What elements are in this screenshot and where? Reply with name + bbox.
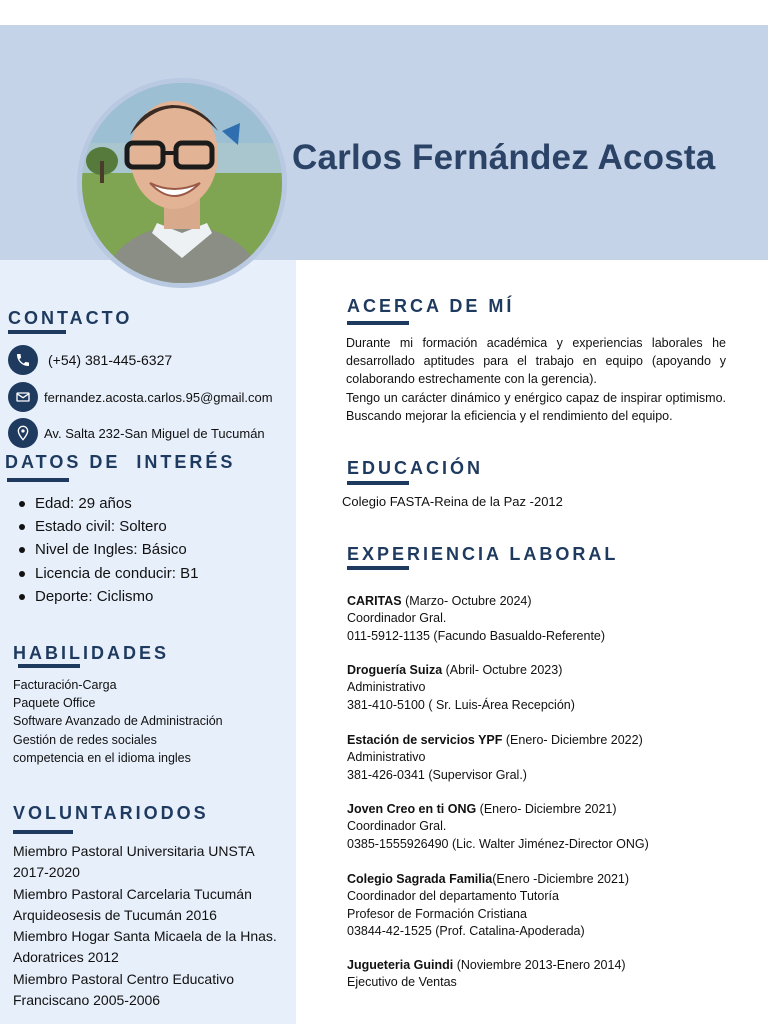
phone-icon	[8, 345, 38, 375]
section-rule	[347, 321, 409, 325]
job-entry	[347, 662, 575, 714]
list-item: Software Avanzado de Administración	[13, 714, 223, 729]
job-entry	[347, 801, 649, 853]
section-rule	[7, 478, 69, 482]
list-item: Miembro Pastoral Carcelaria Tucumán Arquideosesis de Tucumán 2016	[13, 885, 252, 923]
list-item: Gestión de redes sociales	[13, 732, 157, 747]
job-reference: 381-426-0341 (Supervisor Gral.)	[347, 767, 527, 782]
candidate-name: Carlos Fernández Acosta	[292, 138, 716, 177]
section-rule	[347, 481, 409, 485]
location-pin-icon	[8, 418, 38, 448]
job-reference: 011-5912-1135 (Facundo Basualdo-Referente)	[347, 628, 606, 643]
section-title-contact: CONTACTO	[8, 308, 133, 328]
contact-email	[8, 382, 273, 412]
contact-address	[8, 418, 265, 448]
list-item: Nivel de Ingles: Básico	[17, 538, 198, 561]
list-item: Facturación-Carga	[13, 678, 117, 692]
job-role: Coordinador Gral.	[347, 611, 447, 626]
section-title-skills: HABILIDADES	[13, 643, 170, 663]
volunteer-list	[13, 841, 283, 1011]
job-period: (Noviembre 2013-Enero 2014)	[453, 958, 626, 972]
list-item: Estado civil: Soltero	[17, 515, 198, 538]
job-entry	[347, 871, 629, 941]
skills-list	[13, 676, 223, 767]
section-rule	[347, 566, 409, 570]
job-company: Colegio Sagrada Familia	[347, 872, 493, 886]
job-period: (Enero- Diciembre 2022)	[502, 733, 643, 747]
job-company: Jugueteria Guindi	[347, 958, 454, 972]
section-rule	[8, 330, 66, 334]
mail-icon	[8, 382, 38, 412]
section-title-interests: DATOS DE INTERÉS	[5, 452, 236, 472]
list-item: Miembro Pastoral Universitaria UNSTA 2017-2020	[13, 843, 254, 881]
job-role: Coordinador del departamento Tutoría	[347, 889, 559, 904]
list-item: Licencia de conducir: B1	[17, 562, 198, 585]
contact-phone	[8, 345, 172, 375]
job-period: (Enero -Diciembre 2021)	[492, 872, 630, 886]
list-item: Miembro Pastoral Centro Educativo Franciscano 2005-2006	[13, 970, 234, 1009]
job-period: (Marzo- Octubre 2024)	[401, 594, 532, 608]
job-company: Joven Creo en ti ONG	[347, 802, 477, 816]
list-item: competencia en el idioma ingles	[13, 750, 191, 765]
job-role: Ejecutivo de Ventas	[347, 975, 457, 990]
job-entry	[347, 732, 643, 784]
job-role: Coordinador Gral.	[347, 819, 447, 834]
job-role: Administrativo	[347, 750, 426, 765]
email-address[interactable]: fernandez.acosta.carlos.95@gmail.com	[44, 389, 273, 405]
list-item: Miembro Hogar Santa Micaela de la Hnas. Adoratrices 2012	[13, 928, 277, 966]
address-text: Av. Salta 232-San Miguel de Tucumán	[44, 425, 265, 441]
job-period: (Enero- Diciembre 2021)	[476, 802, 617, 816]
job-extra: Profesor de Formación Cristiana	[347, 906, 527, 921]
about-paragraph: Tengo un carácter dinámico y enérgico capaz de inspirar optimismo. Buscando mejorar la eficiencia y el rendimiento del equipo.	[346, 390, 726, 423]
education-item: Colegio FASTA-Reina de la Paz -2012	[342, 494, 563, 509]
section-title-volunteer: VOLUNTARIODOS	[13, 803, 209, 823]
job-company: CARITAS	[347, 594, 402, 608]
job-role: Administrativo	[347, 680, 426, 695]
section-title-experience: EXPERIENCIA LABORAL	[347, 544, 619, 564]
list-item: Deporte: Ciclismo	[17, 585, 198, 608]
section-title-education: EDUCACIÓN	[347, 458, 484, 478]
job-reference: 03844-42-1525 (Prof. Catalina-Apoderada)	[347, 924, 585, 939]
job-entry	[347, 593, 605, 645]
job-entry	[347, 957, 626, 992]
job-company: Droguería Suiza	[347, 663, 443, 677]
job-reference: 0385-1555926490 (Lic. Walter Jiménez-Director ONG)	[347, 836, 649, 851]
job-company: Estación de servicios YPF	[347, 733, 503, 747]
phone-number: (+54) 381-445-6327	[48, 352, 173, 368]
section-title-about: ACERCA DE MÍ	[347, 296, 515, 316]
list-item: Paquete Office	[13, 696, 96, 711]
section-rule	[18, 664, 80, 668]
about-text	[346, 334, 726, 425]
list-item: Edad: 29 años	[17, 492, 198, 515]
job-reference: 381-410-5100 ( Sr. Luis-Área Recepción)	[347, 697, 575, 712]
about-paragraph: Durante mi formación académica y experiencias laborales he desarrollado aptitudes para el trabajo en equipo (apoyando y colaborando estrechamente con la gerencia).	[346, 336, 726, 387]
interests-list	[17, 492, 198, 608]
section-rule	[13, 830, 73, 834]
profile-photo	[82, 83, 282, 283]
job-period: (Abril- Octubre 2023)	[442, 663, 563, 677]
